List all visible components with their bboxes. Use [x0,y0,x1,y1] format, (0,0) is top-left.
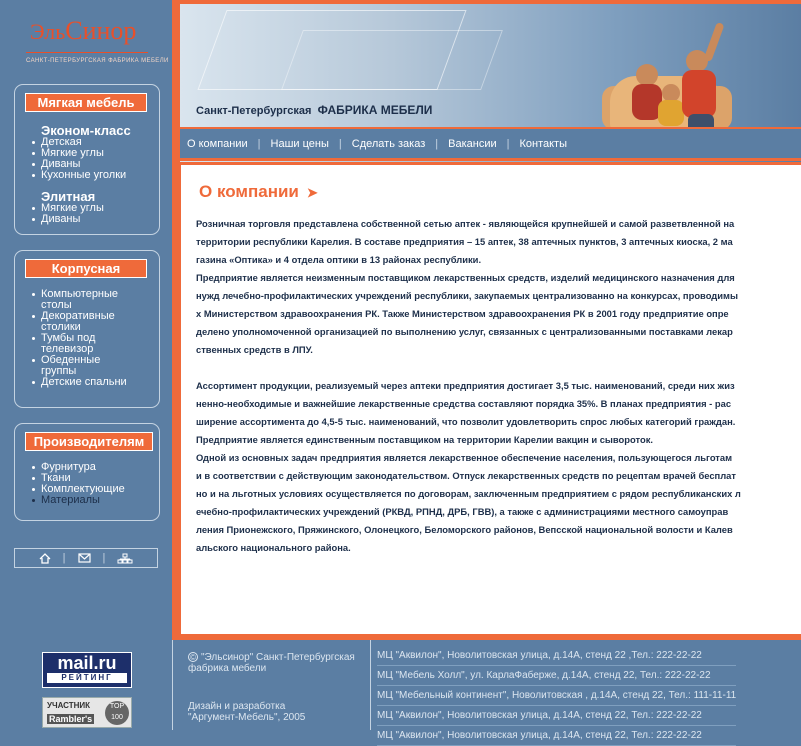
rambler-top100-badge[interactable] [42,697,132,728]
nav-vacancies[interactable]: Вакансии [448,137,497,150]
sidebar-item[interactable]: Ткани [31,473,125,484]
text-line: территории республики Карелия. В составе предприятия – 15 аптек, 38 аптечных пунктов, 3 аптечных киоска, 2 ма [196,236,733,247]
text-line: и в соответствии с действующим законодательством. Отпуск лекарственных средств по рецептам врачей бесплат [196,470,736,481]
text-line: ненно-необходимые и важнейшие лекарственные средства составляют порядка 35%. В планах предприятия - рас [196,398,732,409]
person-head [636,64,658,86]
text-line: Предприятие является неизменным поставщиком лекарственных средств, изделий медицинского назначения для [196,272,735,283]
address-line: МЦ "Мебельный континент", Новолитовская , д.14А, стенд 22, Тел.: 111-11-11 [377,686,736,706]
person-body [682,70,716,118]
text-line: Ассортимент продукции, реализуемый через аптеки предприятия достигает 3,5 тыс. наименований, среди них жиз [196,380,735,391]
text-line: ственных средств в ЛПУ. [196,344,313,355]
sidebar-economy-list [31,137,126,181]
nav-separator: | [506,137,510,150]
mail-icon[interactable] [78,553,91,563]
address-line: МЦ "Мебель Холл", ул. КарлаФаберже, д.14А, стенд 22, Тел.: 222-22-22 [377,666,736,686]
sidebar-soft-box [14,84,160,235]
design-credit [188,701,305,723]
copyright-text [188,652,355,674]
sitemap-icon[interactable] [117,553,133,564]
sidebar-item[interactable]: Комплектующие [31,484,125,495]
sidebar-case-title[interactable]: Корпусная [25,259,147,278]
nav-prices[interactable]: Наши цены [270,137,329,150]
mailru-rating-label: РЕЙТИНГ [47,673,127,683]
mailru-rating-badge[interactable] [42,652,132,688]
text-line: Предприятие является единственным поставщиком на территории Карелии вакцин и сывороток. [196,434,653,445]
sidebar-case-box [14,250,160,408]
separator: | [102,552,106,564]
address-line: МЦ "Аквилон", Новолитовская улица, д.14А, стенд 22, Тел.: 222-22-22 [377,726,736,746]
sidebar-case-list [31,289,127,388]
text-line: ечебно-профилактических учреждений (РКВД, РПНД, ДРБ, ГВВ), а также с администрациями местного самоуправ [196,506,729,517]
design-line[interactable]: "Аргумент-Мебель", 2005 [188,712,306,723]
sidebar-item[interactable]: Кухонные уголки [31,170,126,181]
sidebar-economy-title[interactable]: Эконом-класс [41,123,131,138]
main-content-area [181,165,801,634]
sidebar-item[interactable]: Детская [31,137,126,148]
sidebar-item[interactable]: Компьютерные столы [31,289,127,311]
logo-underline [26,52,148,53]
text-line: Одной из основных задач предприятия является лекарственное обеспечение населения, пользующегося льготам [196,452,733,463]
store-addresses [377,646,736,746]
logo[interactable] [0,0,172,78]
nav-order[interactable]: Сделать заказ [351,137,426,150]
logo-text [30,16,136,46]
sidebar-item[interactable]: Мягкие углы [31,203,104,214]
design-line: Дизайн и разработка [188,701,286,712]
sidebar-item[interactable]: Тумбы под телевизор [31,333,127,355]
article-text [196,215,766,557]
text-line: но и на льготных условиях осуществляется по договорам, заключенным предприятием с рядом республиканских л [196,488,741,499]
text-line: нужд лечебно-профилактических учреждений республики, закупаемых централизованно на конкурсах, проводимы [196,290,738,301]
sidebar-item[interactable]: Мягкие углы [31,148,126,159]
header-banner [172,0,801,162]
sidebar-elite-list [31,203,104,225]
nav-separator: | [435,137,439,150]
logo-name-part2: Синор [65,16,137,45]
logo-subtitle: САНКТ-ПЕТЕРБУРГСКАЯ ФАБРИКА МЕБЕЛИ [26,58,169,64]
nav-separator: | [257,137,261,150]
home-icon[interactable] [39,553,51,564]
header-title [196,103,432,117]
nav-about[interactable]: О компании [187,137,248,150]
address-line: МЦ "Аквилон", Новолитовская улица, д.14А, стенд 22, Тел.: 222-22-22 [377,706,736,726]
sidebar-producers-list [31,462,125,506]
icon-bar [14,548,158,568]
header-main-title: ФАБРИКА МЕБЕЛИ [317,103,433,117]
copyright-line: фабрика мебели [188,663,267,674]
text-line: делено уполномоченной организацией по выполнению услуг, связанных с централизованными поставками лекар [196,326,733,337]
sidebar-producers-title[interactable]: Производителям [25,432,153,451]
text-line: альского национального района. [196,542,351,553]
person-body [658,100,684,126]
mailru-logo: mail.ru [57,653,117,673]
nav-contacts[interactable]: Контакты [519,137,567,150]
sidebar-producers-box [14,423,160,521]
rambler-top100-icon: TOP 100 [105,701,129,725]
page-title-text: О компании [199,182,299,201]
rambler-name: Rambler's [49,714,93,724]
text-line: Розничная торговля представлена собственной сетью аптек - являющейся крупнейшей и самой разветвленной на [196,218,735,229]
copyright-icon: © [188,652,198,662]
sidebar-soft-title[interactable]: Мягкая мебель [25,93,147,112]
sidebar-item[interactable]: Обеденные группы [31,355,127,377]
sidebar-item[interactable]: Диваны [31,214,104,225]
logo-name-part1: Эль [30,19,66,44]
sidebar-item[interactable]: Детские спальни [31,377,127,388]
arrow-icon: ➤ [306,185,318,200]
person-arm [703,22,724,62]
text-line: газина «Оптика» и 4 отдела оптики в 13 районах республики. [196,254,482,265]
header-glass-decor [281,30,503,90]
header-subtitle: Санкт-Петербургская [196,105,312,117]
separator: | [62,552,66,564]
page-title [199,182,318,202]
header-top-trim [172,0,801,4]
sidebar-item[interactable]: Фурнитура [31,462,125,473]
sidebar-item[interactable]: Материалы [31,495,125,506]
text-line: ширение ассортимента до 4,5-5 тыс. наименований, что позволит удовлетворить спрос любых категорий граждан. [196,416,736,427]
address-line: МЦ "Аквилон", Новолитовская улица, д.14А, стенд 22 ,Тел.: 222-22-22 [377,646,736,666]
text-line: ления Прионежского, Пряжинского, Олонецкого, Беломорского районов, Вепсской национальной волости и Калев [196,524,733,535]
header-side-trim [172,0,180,162]
main-frame [172,162,801,640]
main-nav [180,127,801,161]
footer-copyright-block [172,640,371,730]
sidebar-item[interactable]: Диваны [31,159,126,170]
sidebar-item[interactable]: Декоративные столики [31,311,127,333]
nav-separator: | [338,137,342,150]
paragraph-gap [196,359,766,377]
rambler-label: УЧАСТНИК [47,701,91,710]
sidebar-elite-title[interactable]: Элитная [41,189,96,204]
copyright-line: "Эльсинор" Санкт-Петербургская [201,652,355,663]
text-line: х Министерством здравоохранения РК. Также Министерством здравоохранения РК в 2001 году предприятие опре [196,308,729,319]
